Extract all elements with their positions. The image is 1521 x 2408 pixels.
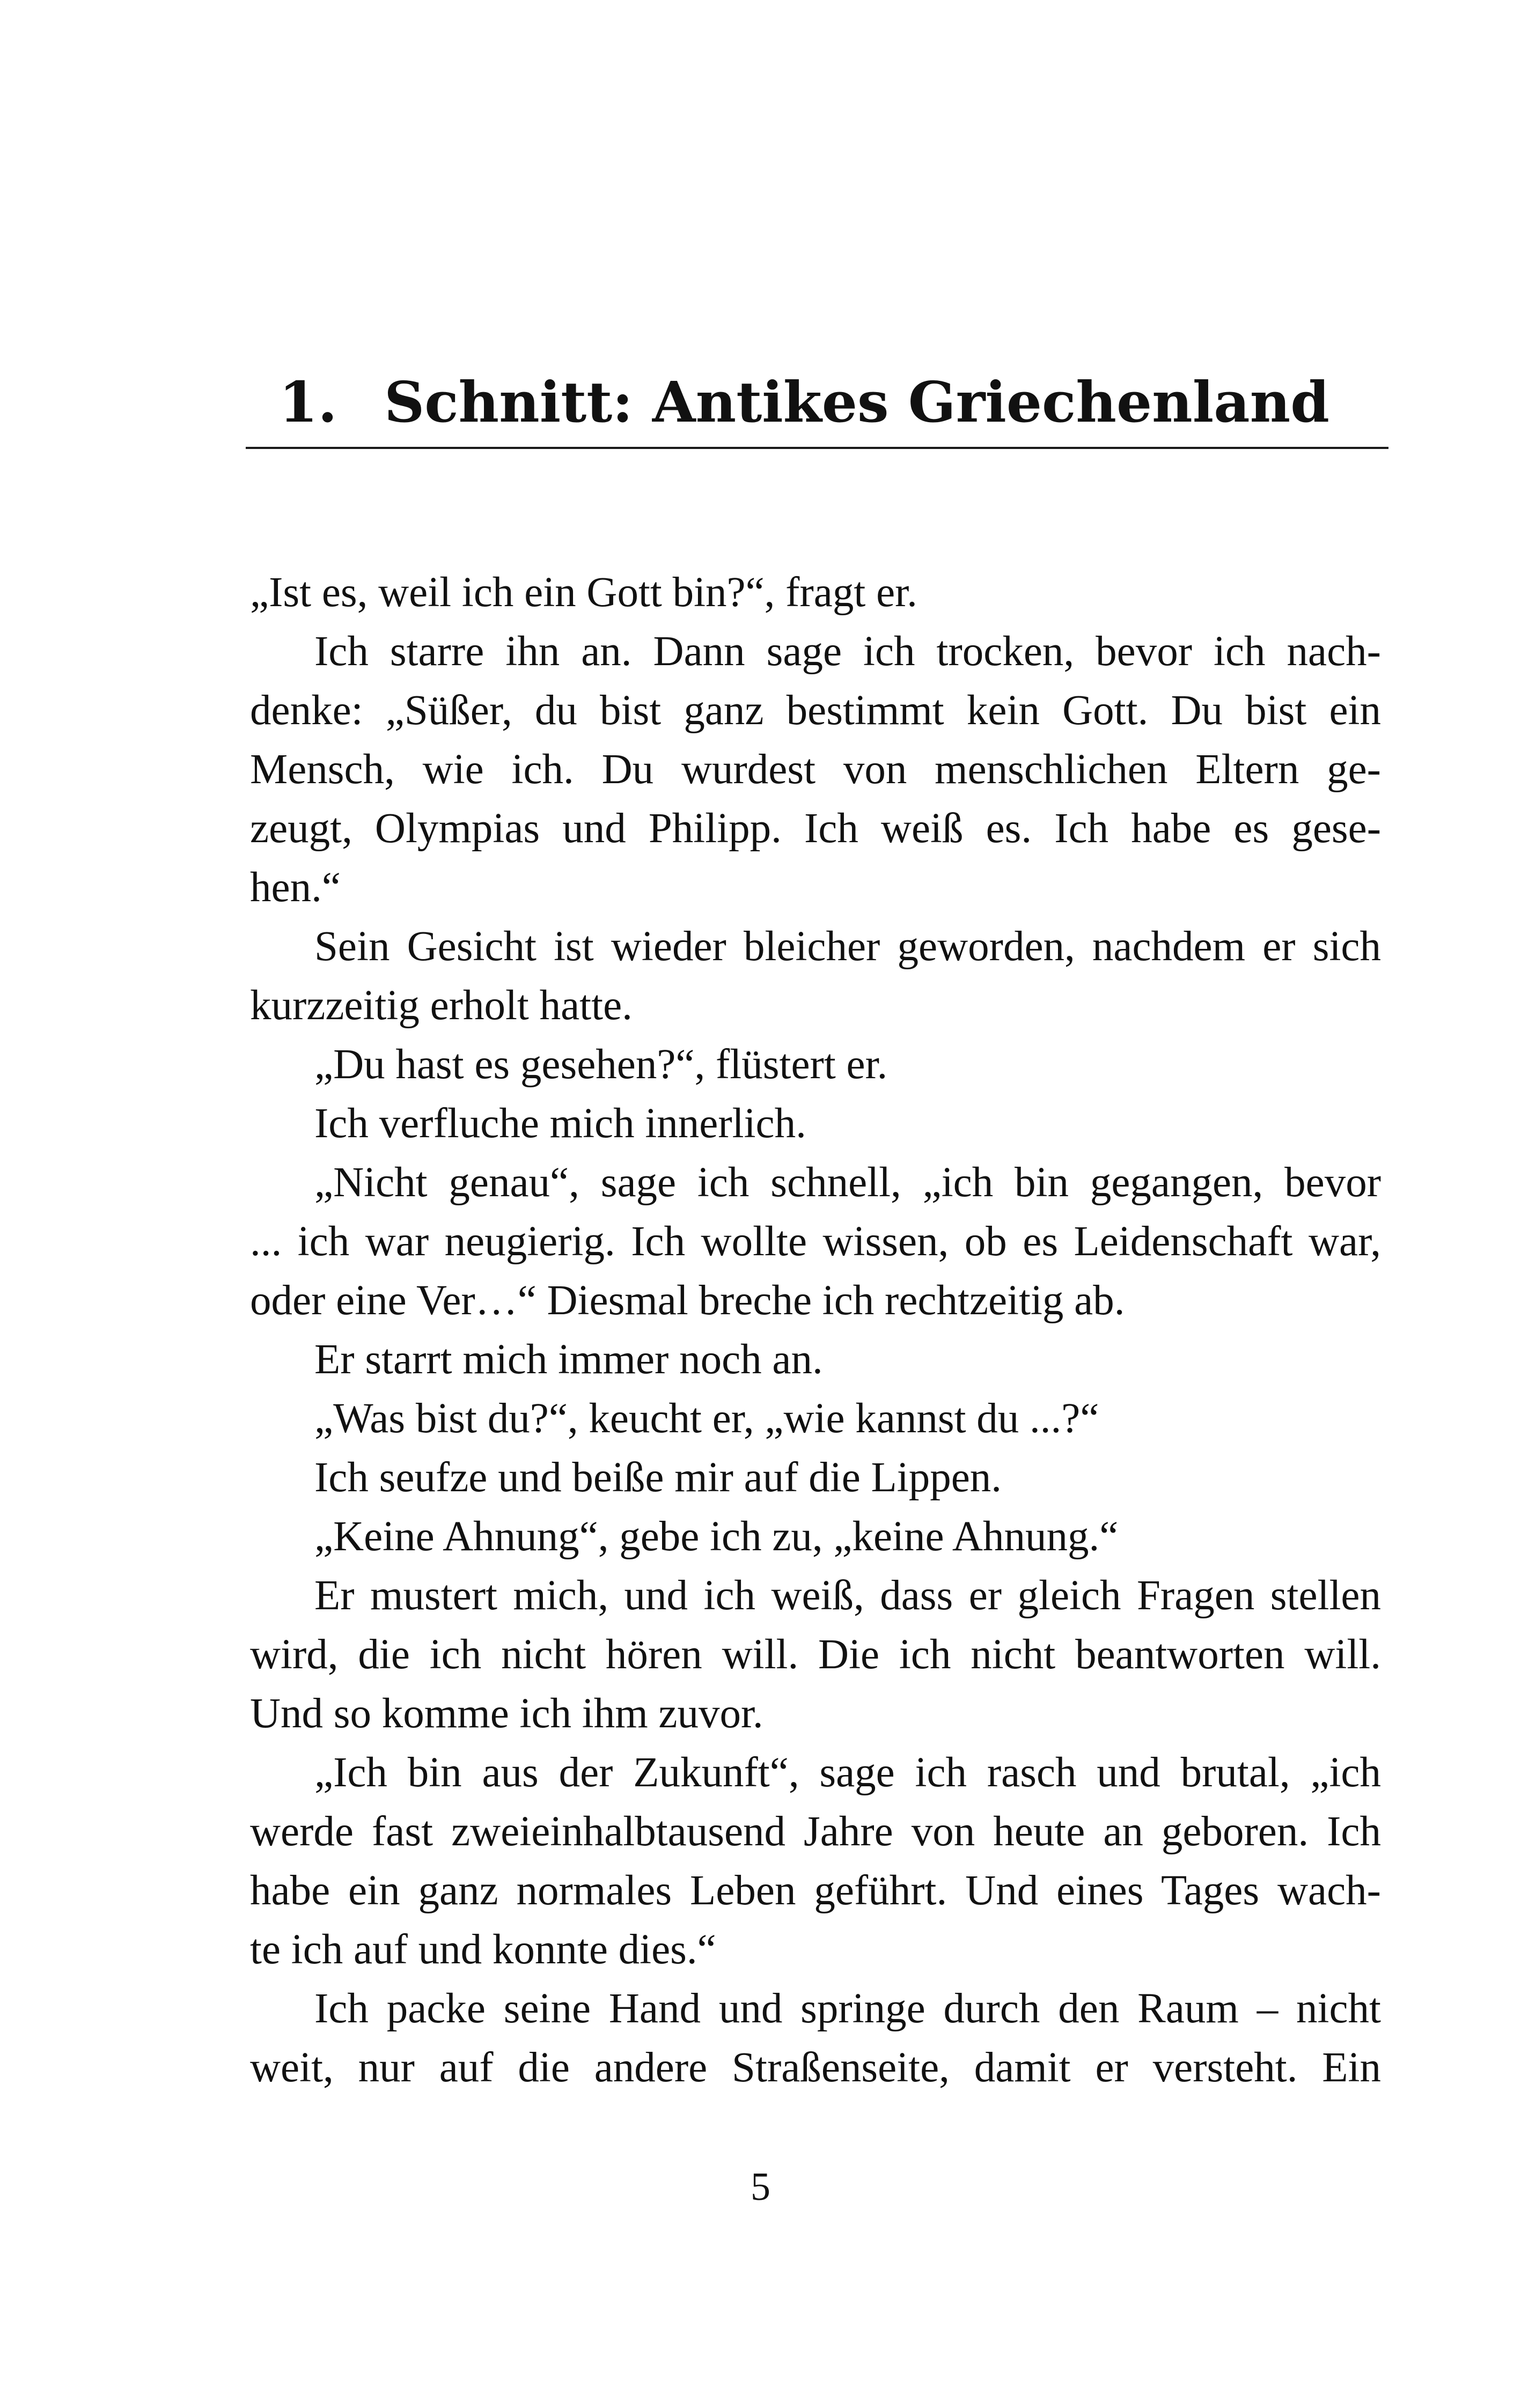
body-text bbox=[250, 563, 1381, 2097]
text-line: Er mustert mich, und ich weiß, dass er gleich Fragen stellen bbox=[314, 1572, 1381, 1619]
chapter-number: 1. bbox=[279, 369, 337, 435]
chapter-heading bbox=[246, 364, 1388, 449]
text-line: hen.“ bbox=[250, 864, 341, 911]
text-line: ... ich war neugierig. Ich wollte wissen, ob es Leidenschaft war, bbox=[250, 1218, 1381, 1265]
text-line: Sein Gesicht ist wieder bleicher geworden, nachdem er sich bbox=[314, 923, 1381, 970]
text-line: Er starrt mich immer noch an. bbox=[314, 1336, 823, 1383]
text-line: Ich seufze und beiße mir auf die Lippen. bbox=[314, 1454, 1002, 1501]
text-line: werde fast zweieinhalbtausend Jahre von heute an geboren. Ich bbox=[250, 1808, 1381, 1855]
text-line: Und so komme ich ihm zuvor. bbox=[250, 1690, 763, 1737]
text-line: wird, die ich nicht hören will. Die ich nicht beantworten will. bbox=[250, 1631, 1381, 1678]
text-line: „Du hast es gesehen?“, flüstert er. bbox=[314, 1041, 888, 1088]
text-line: Ich packe seine Hand und springe durch den Raum – nicht bbox=[314, 1985, 1381, 2032]
chapter-title: Schnitt: Antikes Griechenland bbox=[384, 369, 1329, 435]
text-line: „Ist es, weil ich ein Gott bin?“, fragt er. bbox=[250, 569, 917, 616]
text-line: oder eine Ver…“ Diesmal breche ich rechtzeitig ab. bbox=[250, 1277, 1125, 1324]
text-line: te ich auf und konnte dies.“ bbox=[250, 1926, 716, 1973]
text-line: „Nicht genau“, sage ich schnell, „ich bin gegangen, bevor bbox=[314, 1159, 1381, 1206]
page-number: 5 bbox=[751, 2165, 770, 2209]
text-line: habe ein ganz normales Leben geführt. Und eines Tages wach- bbox=[250, 1867, 1381, 1914]
text-line: kurzzeitig erholt hatte. bbox=[250, 982, 633, 1029]
text-line: „Was bist du?“, keucht er, „wie kannst du ...?“ bbox=[314, 1395, 1099, 1442]
text-line: Mensch, wie ich. Du wurdest von menschlichen Eltern ge- bbox=[250, 746, 1381, 793]
text-line: zeugt, Olympias und Philipp. Ich weiß es. Ich habe es gese- bbox=[250, 805, 1381, 852]
text-line: weit, nur auf die andere Straßenseite, damit er versteht. Ein bbox=[250, 2044, 1381, 2091]
text-line: denke: „Süßer, du bist ganz bestimmt kein Gott. Du bist ein bbox=[250, 687, 1381, 734]
text-line: „Keine Ahnung“, gebe ich zu, „keine Ahnung.“ bbox=[314, 1513, 1119, 1560]
text-line: Ich verfluche mich innerlich. bbox=[314, 1100, 806, 1147]
text-line: „Ich bin aus der Zukunft“, sage ich rasch und brutal, „ich bbox=[314, 1749, 1381, 1796]
text-line: Ich starre ihn an. Dann sage ich trocken, bevor ich nach- bbox=[314, 628, 1381, 675]
